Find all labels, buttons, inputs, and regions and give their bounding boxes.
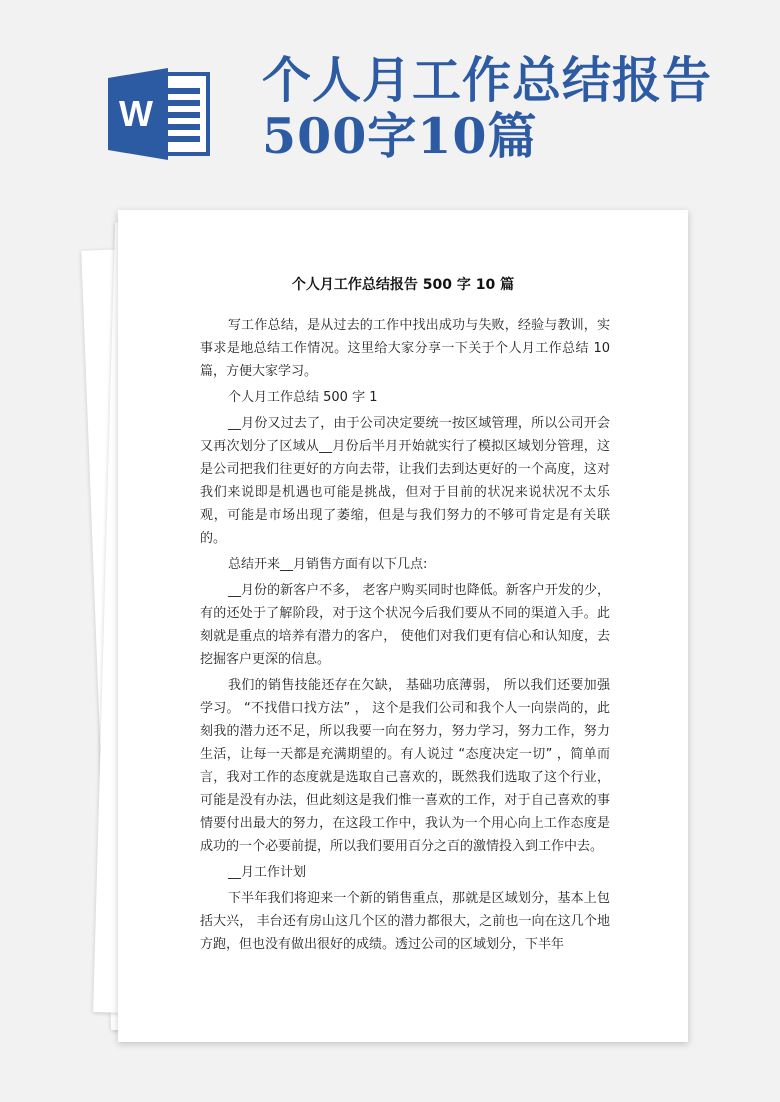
- document-page: [118, 210, 688, 1042]
- paragraph: 写工作总结，是从过去的工作中找出成功与失败，经验与教训，实事求是地总结工作情况。这里给大家分享一下关于个人月工作总结 10 篇，方便大家学习。: [200, 318, 610, 379]
- section-heading: 个人月工作总结 500 字 1: [228, 390, 378, 405]
- section-heading: __月工作计划: [228, 865, 307, 880]
- word-document-icon: [108, 66, 214, 162]
- paragraph: __月份的新客户不多， 老客户购买同时也降低。新客户开发的少，有的还处于了解阶段，对于这个状况今后我们要从不同的渠道入手。此刻就是重点的培养有潜力的客户， 使他们对我们更有信心和认知度，去挖掘客户更深的信息。: [200, 583, 610, 667]
- section-heading: 总结开来__月销售方面有以下几点:: [228, 557, 428, 572]
- document-title: 个人月工作总结报告 500 字 10 篇: [291, 277, 515, 293]
- svg-text:W: W: [119, 93, 153, 134]
- paragraph: __月份又过去了，由于公司决定要统一按区域管理，所以公司开会又再次划分了区域从__月份后半月开始就实行了模拟区域划分管理，这是公司把我们往更好的方向去带，让我们去到达更好的一个高度，这对我们来说即是机遇也可能是挑战，但对于目前的状况来说状况不太乐观，可能是市场出现了萎缩，但是与我们努力的不够可肯定是有关联的。: [200, 416, 610, 546]
- paragraph: 下半年我们将迎来一个新的销售重点，那就是区域划分，基本上包括大兴， 丰台还有房山这几个区的潜力都很大，之前也一向在这几个地方跑，但也没有做出很好的成绩。透过公司的区域划分，下半年: [200, 891, 610, 952]
- header-banner: [0, 0, 780, 200]
- paragraph: 我们的销售技能还存在欠缺， 基础功底薄弱， 所以我们还要加强学习。 “不找借口找方法” ， 这个是我们公司和我个人一向崇尚的，此刻我的潜力还不足，所以我要一向在努力，努力学习，努力工作，努力生活，让每一天都是充满期望的。有人说过 “态度决定一切” ，简单而言，我对工作的态度就是选取自己喜欢的，既然我们选取了这个行业，可能是没有办法，但此刻这是我们惟一喜欢的工作，对于自己喜欢的事情要付出最大的努力，在这段工作中，我认为一个用心向上工作态度是成功的一个必要前提，所以我们要用百分之百的激情投入到工作中去。: [200, 678, 610, 854]
- document-body: [200, 314, 610, 959]
- banner-title: 个人月工作总结报告500字10篇: [262, 51, 713, 165]
